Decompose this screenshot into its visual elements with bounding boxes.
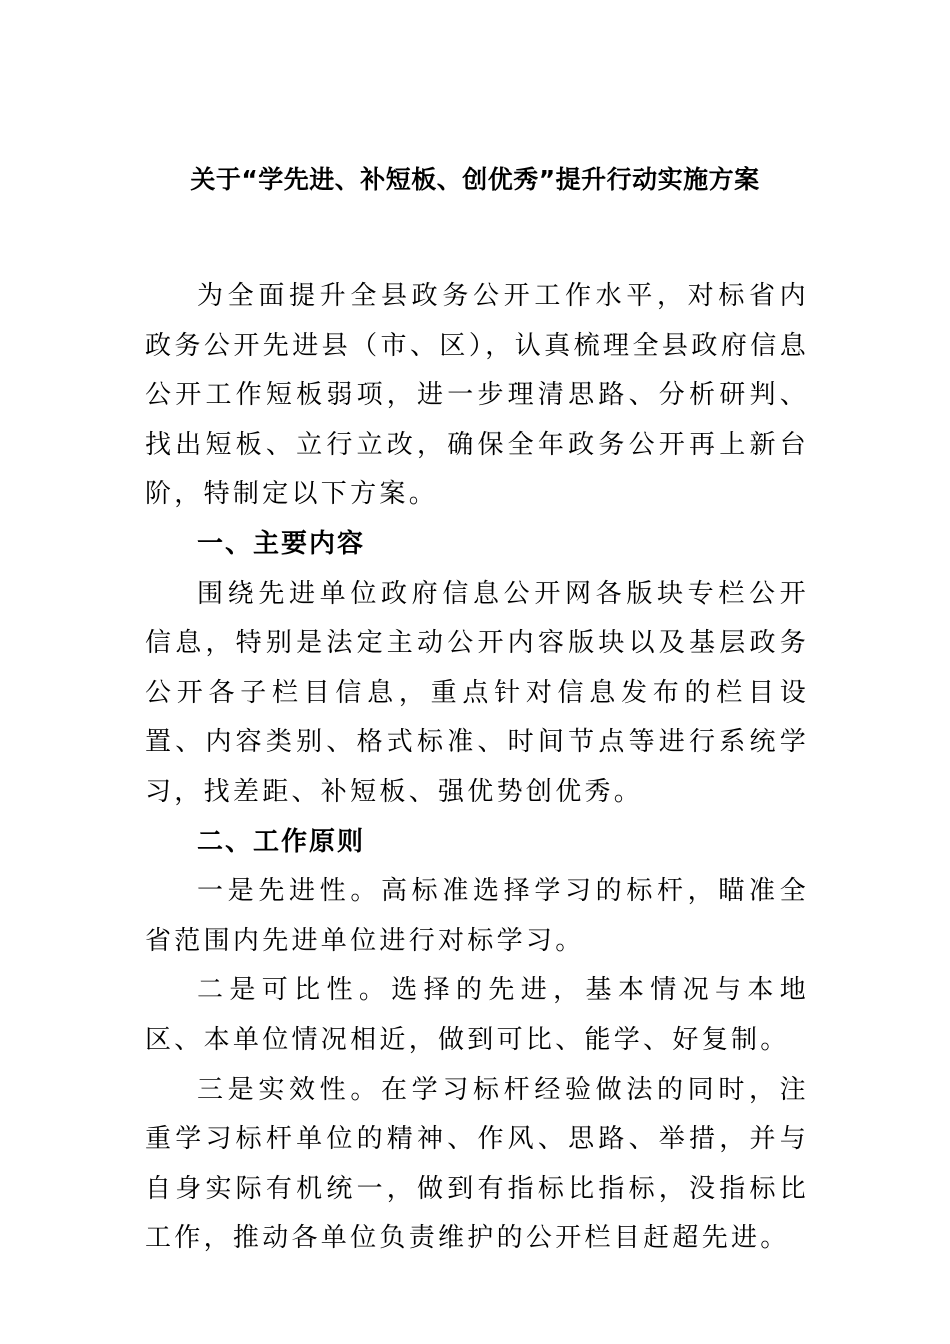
document-title: 关于“学先进、补短板、创优秀”提升行动实施方案 [190, 165, 760, 194]
document-body [145, 272, 809, 1264]
intro-paragraph: 为全面提升全县政务公开工作水平，对标省内政务公开先进县（市、区），认真梳理全县政府信息公开工作短板弱项，进一步理清思路、分析研判、找出短板、立行立改，确保全年政务公开再上新台阶，特制定以下方案。 [145, 281, 809, 510]
paragraph-principle-advanced: 一是先进性。高标准选择学习的标杆，瞄准全省范围内先进单位进行对标学习。 [145, 876, 809, 956]
section-heading-principles: 二、工作原则 [197, 826, 366, 857]
paragraph-principle-effective: 三是实效性。在学习标杆经验做法的同时，注重学习标杆单位的精神、作风、思路、举措，并与自身实际有机统一，做到有指标比指标，没指标比工作，推动各单位负责维护的公开栏目赶超先进。 [145, 1074, 809, 1254]
section-heading-main-content: 一、主要内容 [197, 528, 366, 559]
paragraph-principle-comparable: 二是可比性。选择的先进，基本情况与本地区、本单位情况相近，做到可比、能学、好复制。 [145, 975, 809, 1055]
paragraph-main-content: 围绕先进单位政府信息公开网各版块专栏公开信息，特别是法定主动公开内容版块以及基层政务公开各子栏目信息，重点针对信息发布的栏目设置、内容类别、格式标准、时间节点等进行系统学习，找差距、补短板、强优势创优秀。 [145, 578, 809, 807]
